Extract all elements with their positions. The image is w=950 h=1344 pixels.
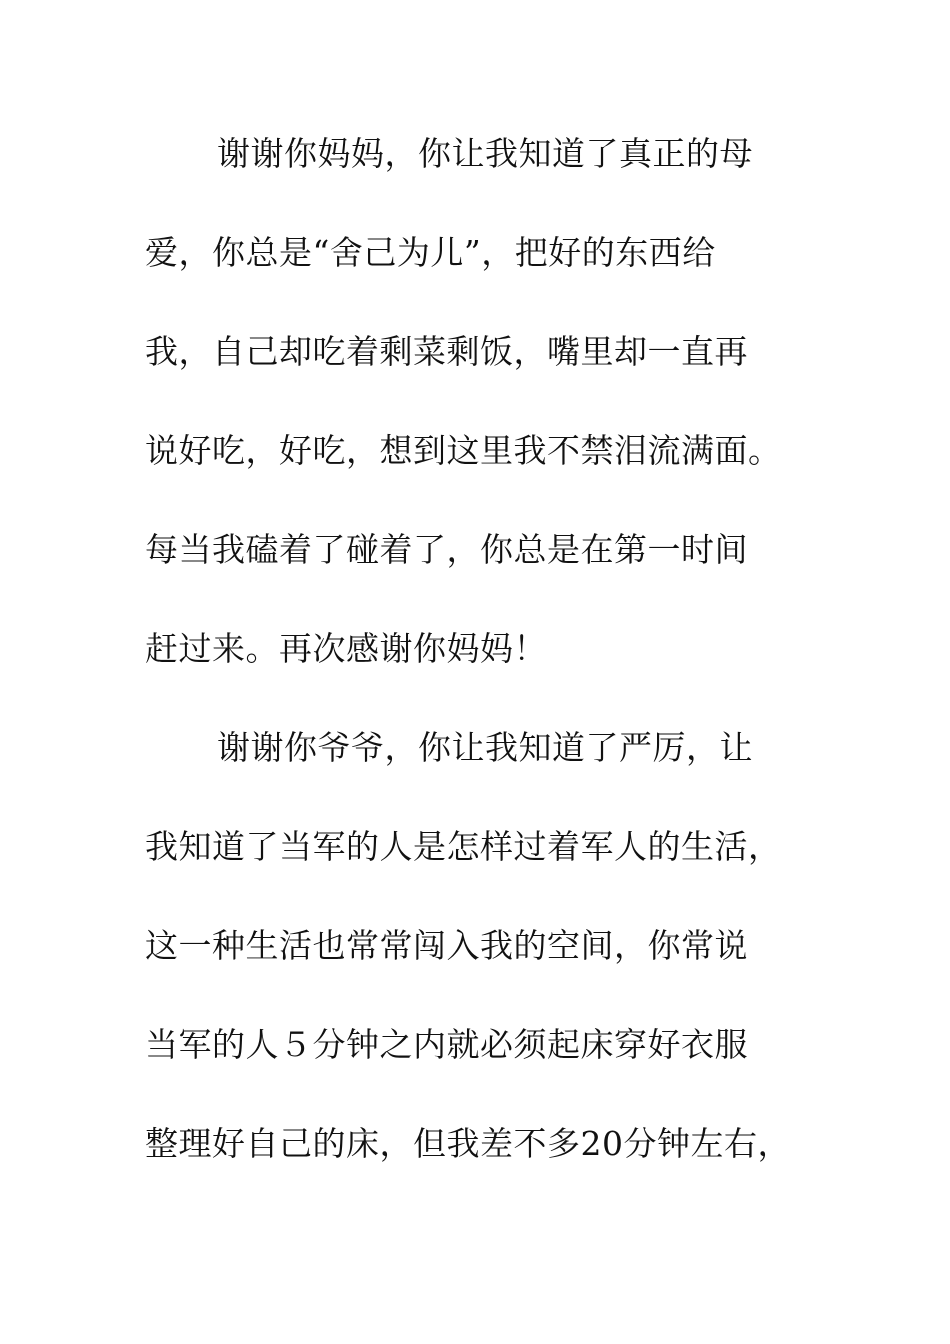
paragraph-1-line-4: 说好吃，好吃，想到这里我不禁泪流满面。 <box>145 431 782 470</box>
paragraph-2-line-5: 整理好自己的床，但我差不多20分钟左右， <box>145 1124 791 1163</box>
paragraph-1-line-6: 赶过来。再次感谢你妈妈！ <box>145 629 547 668</box>
paragraph-2-line-2: 我知道了当军的人是怎样过着军人的生活， <box>145 827 782 866</box>
paragraph-1-line-1: 谢谢你妈妈，你让我知道了真正的母 <box>217 134 753 173</box>
paragraph-1-line-3: 我，自己却吃着剩菜剩饭，嘴里却一直再 <box>145 332 748 371</box>
paragraph-2-line-1: 谢谢你爷爷，你让我知道了严厉，让 <box>217 728 753 767</box>
paragraph-2-line-4: 当军的人５分钟之内就必须起床穿好衣服 <box>145 1025 748 1064</box>
paragraph-2-line-3: 这一种生活也常常闯入我的空间，你常说 <box>145 926 748 965</box>
paragraph-1-line-2: 爱，你总是“舍己为儿”，把好的东西给 <box>145 233 716 272</box>
paragraph-1-line-5: 每当我磕着了碰着了，你总是在第一时间 <box>145 530 748 569</box>
